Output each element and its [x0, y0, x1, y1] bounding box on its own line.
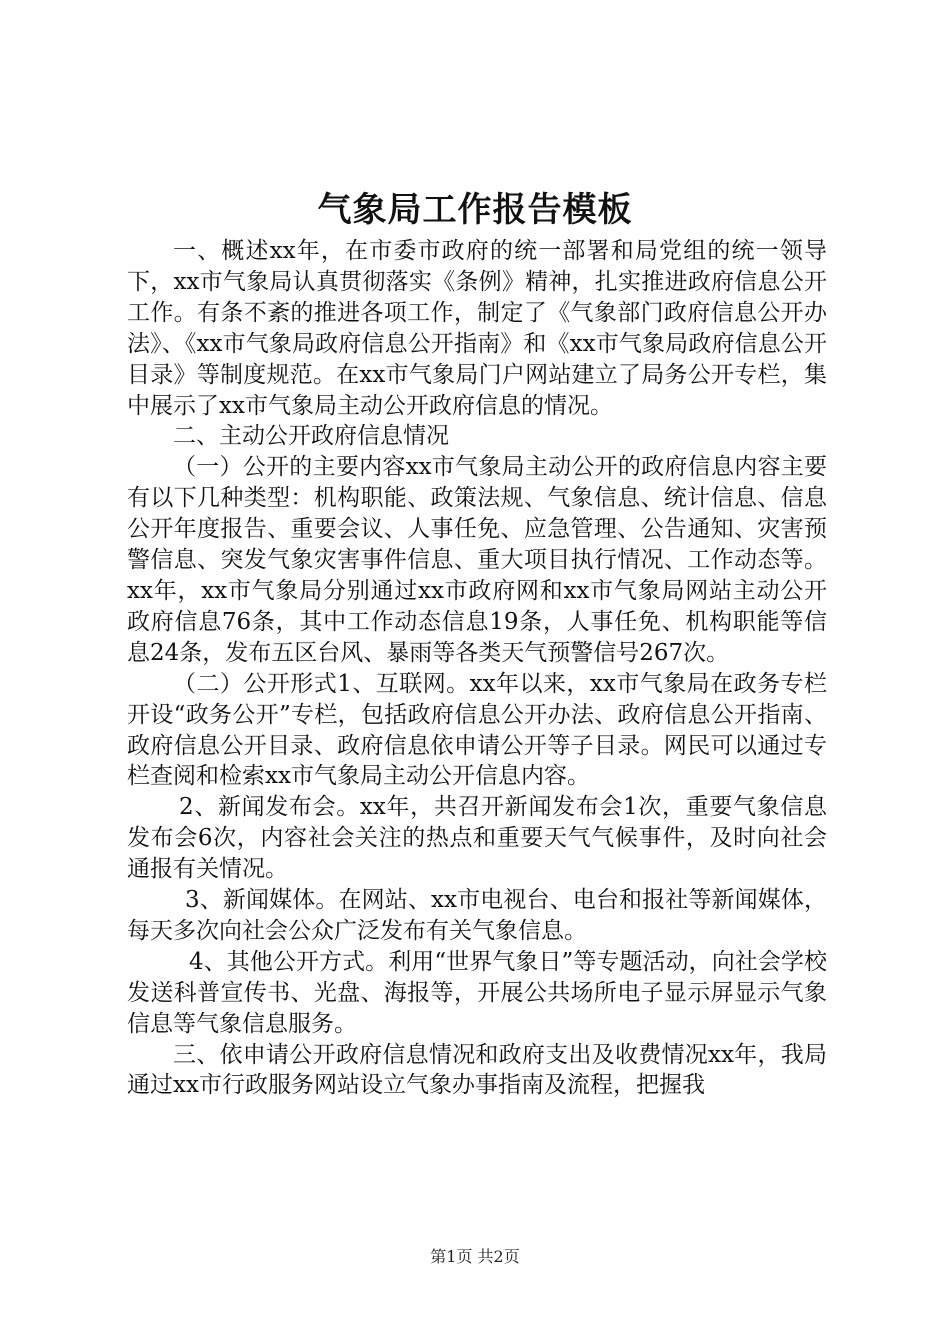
paragraph-overview: 一、概述xx年，在市委市政府的统一部署和局党组的统一领导下，xx市气象局认真贯彻落实《条例》精神，扎实推进政府信息公开工作。有条不紊的推进各项工作，制定了《气象部门政府信息公开办法》、《xx市气象局政府信息公开指南》和《xx市气象局政府信息公开目录》等制度规范。在xx市气象局门户网站建立了局务公开专栏，集中展示了xx市气象局主动公开政府信息的情况。 — [127, 238, 827, 419]
paragraph-internet: （二）公开形式1、互联网。xx年以来，xx市气象局在政务专栏开设“政务公开”专栏，包括政府信息公开办法、政府信息公开指南、政府信息公开目录、政府信息依申请公开等子目录。网民可以通过专栏查阅和检索xx市气象局主动公开信息内容。 — [127, 670, 827, 790]
page-number-footer: 第1页 共2页 — [430, 1247, 520, 1266]
paragraph-content-types: （一）公开的主要内容xx市气象局主动公开的政府信息内容主要有以下几种类型：机构职能、政策法规、气象信息、统计信息、信息公开年度报告、重要会议、人事任免、应急管理、公告通知、灾害预警信息、突发气象灾害事件信息、重大项目执行情况、工作动态等。xx年，xx市气象局分别通过xx市政府网和xx市气象局网站主动公开政府信息76条，其中工作动态信息19条，人事任免、机构职能等信息24条，发布五区台风、暴雨等各类天气预警信号267次。 — [127, 454, 827, 666]
paragraph-news-media: 3、新闻媒体。在网站、xx市电视台、电台和报社等新闻媒体，每天多次向社会公众广泛发布有关气象信息。 — [127, 887, 827, 944]
paragraph-application-disclosure: 三、依申请公开政府信息情况和政府支出及收费情况xx年，我局通过xx市行政服务网站设立气象办事指南及流程，把握我 — [127, 1041, 827, 1099]
paragraph-section-heading: 二、主动公开政府信息情况 — [173, 423, 449, 450]
document-title: 气象局工作报告模板 — [317, 190, 633, 230]
document-body — [127, 236, 827, 1101]
paragraph-other-methods: 4、其他公开方式。利用“世界气象日”等专题活动，向社会学校发送科普宣传书、光盘、海报等，开展公共场所电子显示屏显示气象信息等气象信息服务。 — [127, 948, 827, 1037]
paragraph-press-conference: 2、新闻发布会。xx年，共召开新闻发布会1次，重要气象信息发布会6次，内容社会关注的热点和重要天气气候事件，及时向社会通报有关情况。 — [127, 794, 827, 883]
